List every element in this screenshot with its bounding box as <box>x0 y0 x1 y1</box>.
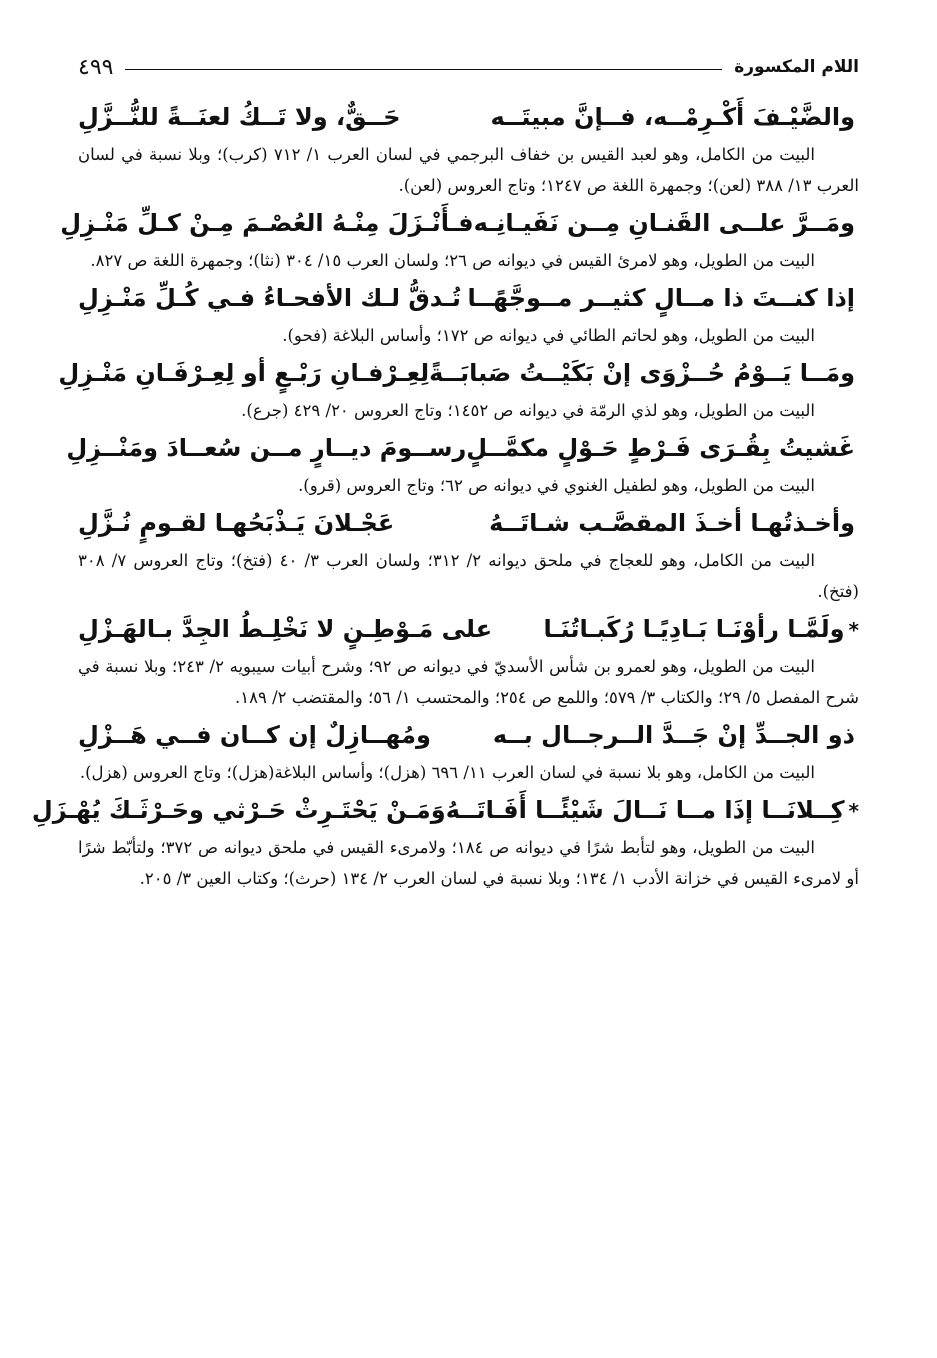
poetry-entry <box>31 788 859 894</box>
commentary-text: البيت من الطويل، وهو لذي الرمّة في ديوانه ص ١٤٥٢؛ وتاج العروس ٢٠/ ٤٢٩ (جرع). <box>241 401 815 420</box>
first-hemistich-text: إذا كنــتَ ذا مــالٍ كثيــر مــوجَّهًــا <box>467 284 855 312</box>
verse-second-hemistich: حَــقٌّ، ولا تَــكُ لعنَــةً للنُّــزَّلِ <box>78 103 401 131</box>
verse-commentary <box>78 757 859 788</box>
running-header <box>78 50 859 84</box>
first-hemistich-text: ذو الجــدِّ إنْ جَــدَّ الــرجــال بــه <box>492 721 855 749</box>
first-hemistich-text: وأخـذتُهـا أخـذَ المقصَّـب شـاتَــهُ <box>489 509 855 537</box>
verse-commentary <box>78 651 859 713</box>
first-hemistich-text: والضَّيْـفَ أَكْـرِمْــه، فــإنَّ مبيتَــه <box>490 103 855 131</box>
entry-marker: * <box>848 799 859 823</box>
commentary-text: البيت من الطويل، وهو لعمرو بن شأس الأسديّ في ديوانه ص ٩٢؛ وشرح أبيات سيبويه ٢/ ٢٤٣؛ وبلا نسبة في شرح المفصل ٥/ ٢٩؛ والكتاب ٣/ ٥٧٩؛ واللمع ص ٢٥٤؛ والمحتسب ١/ ٥٦؛ والمقتضب ٢/ ١٨٩. <box>78 657 859 707</box>
verse-first-hemistich <box>474 201 859 246</box>
verse-second-hemistich: رســومَ ديــارٍ مــن سُعــادَ ومَنْــزِلِ <box>66 434 467 462</box>
poetry-entry <box>58 351 859 426</box>
verse-line <box>60 201 859 245</box>
verse-first-hemistich <box>466 426 859 471</box>
commentary-text: البيت من الكامل، وهو لعبد القيس بن خفاف البرجمي في لسان العرب ١/ ٧١٢ (كرب)؛ وبلا نسبة في لسان العرب ١٣/ ٣٨٨ (لعن)؛ وجمهرة اللغة ص ١٢٤٧؛ وتاج العروس (لعن). <box>78 145 859 195</box>
poetry-entry <box>66 426 859 501</box>
commentary-text: البيت من الطويل، وهو لتأبط شرًا في ديوانه ص ١٨٤؛ ولامرىء القيس في ملحق ديوانه ص ٣٧٢؛ ولتأبّط شرًا أو لامرىء القيس في خزانة الأدب ١/ ١٣٤؛ وبلا نسبة في لسان العرب ٢/ ١٣٤ (حرث)؛ وكتاب العين ٣/ ٢٠٥. <box>78 838 859 888</box>
verse-line <box>78 276 859 320</box>
poetry-entry <box>78 713 859 788</box>
entry-marker: * <box>848 618 859 642</box>
verse-commentary <box>78 245 859 276</box>
verse-second-hemistich: على مَـوْطِـنٍ لا نَخْلِـطُ الجِدَّ بـالهَـزْلِ <box>78 615 493 643</box>
verse-second-hemistich: عَجْـلانَ يَـذْبَحُهـا لقـومٍ نُـزَّلِ <box>78 509 395 537</box>
poetry-entry <box>60 201 859 276</box>
verse-line <box>78 713 859 757</box>
poetry-entry <box>78 501 859 607</box>
verse-commentary <box>78 395 859 426</box>
header-rule <box>125 69 722 70</box>
first-hemistich-text: كِــلانَــا إذَا مــا نَــالَ شَيْئًــا أَفَـاتَــهُ <box>445 796 845 824</box>
first-hemistich-text: ولَمَّـا رأوْنَـا بَـادِيًـا رُكَبـاتُنَـا <box>543 615 845 643</box>
verse-line <box>78 607 859 651</box>
poetry-entry <box>78 95 859 201</box>
commentary-text: البيت من الطويل، وهو لطفيل الغنوي في ديوانه ص ٦٢؛ وتاج العروس (قرو). <box>298 476 815 495</box>
verse-second-hemistich: وَمَـنْ يَحْتَـرِثْ حَـرْثي وحَـرْثَـكَ يُهْـزَلِ <box>31 796 446 824</box>
page-number: ٤٩٩ <box>78 54 114 80</box>
first-hemistich-text: غَشيتُ بِقُـرَى فَـرْطٍ حَـوْلٍ مكمَّــلٍ <box>466 434 855 462</box>
verse-commentary <box>78 139 859 201</box>
verse-first-hemistich <box>489 501 859 546</box>
verse-first-hemistich <box>429 351 859 396</box>
verse-first-hemistich <box>543 607 859 652</box>
commentary-text: البيت من الكامل، وهو بلا نسبة في لسان العرب ١١/ ٦٩٦ (هزل)؛ وأساس البلاغة(هزل)؛ وتاج العروس (هزل). <box>79 763 815 782</box>
verse-commentary <box>78 320 859 351</box>
verse-second-hemistich: فـأَنْـزَلَ مِنْـهُ العُصْـمَ مِـنْ كـلِّ مَنْـزِلِ <box>60 209 474 237</box>
verse-first-hemistich <box>490 95 859 140</box>
verse-line <box>78 95 859 139</box>
verse-line <box>58 351 859 395</box>
verse-line <box>66 426 859 470</box>
first-hemistich-text: ومَــا يَــوْمُ حُــزْوَى إنْ بَكَيْــتُ صَبابَــةً <box>429 359 855 387</box>
poetry-entry <box>78 607 859 713</box>
verse-first-hemistich <box>467 276 859 321</box>
page-content <box>31 95 859 894</box>
verse-second-hemistich: لِعِـرْفـانِ رَبْـعٍ أو لِعِـرْفَـانِ مَنْـزِلِ <box>58 359 430 387</box>
commentary-text: البيت من الكامل، وهو للعجاج في ملحق ديوانه ٢/ ٣١٢؛ ولسان العرب ٣/ ٤٠ (فتخ)؛ وتاج العروس ٧/ ٣٠٨ (فتخ). <box>78 551 859 601</box>
verse-commentary <box>78 470 859 501</box>
poetry-entry <box>78 276 859 351</box>
verse-line <box>31 788 859 832</box>
first-hemistich-text: ومَــرَّ علــى القَنـانِ مِــن نَفَيـانِـه <box>473 209 855 237</box>
verse-first-hemistich <box>493 713 859 758</box>
verse-commentary <box>78 832 859 894</box>
verse-second-hemistich: تُـدقُّ لـك الأفحـاءُ فـي كُـلِّ مَنْـزِلِ <box>78 284 461 312</box>
verse-first-hemistich <box>446 788 859 833</box>
verse-line <box>78 501 859 545</box>
commentary-text: البيت من الطويل، وهو لحاتم الطائي في ديوانه ص ١٧٢؛ وأساس البلاغة (فحو). <box>282 326 815 345</box>
commentary-text: البيت من الطويل، وهو لامرئ القيس في ديوانه ص ٢٦؛ ولسان العرب ١٥/ ٣٠٤ (نثا)؛ وجمهرة اللغة ص ٨٢٧. <box>90 251 815 270</box>
verse-commentary <box>78 545 859 607</box>
verse-second-hemistich: ومُهــازِلٌ إن كــان فــي هَــزْلِ <box>78 721 431 749</box>
chapter-title: اللام المكسورة <box>734 57 859 77</box>
